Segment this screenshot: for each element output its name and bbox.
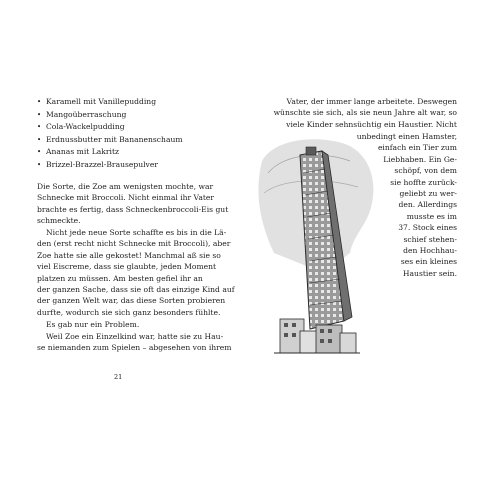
text-line: schmeckte. [37, 216, 81, 226]
list-item: • Ananas mit Lakritz [37, 147, 120, 157]
paragraph [37, 331, 232, 354]
text-line: se niemanden zum Spielen – abgesehen von ihrem [37, 343, 232, 353]
list-item: • Karamell mit Vanillepudding [37, 97, 157, 106]
text-line: geliebt zu wer- [399, 189, 457, 199]
text-line: der ganzen Welt war, das diese Sorten probieren [37, 296, 226, 306]
text-line: viel Eiscreme, dass sie glaubte, jeden Moment [37, 262, 217, 272]
text-line: einfach ein Tier zum [377, 143, 457, 153]
text-line: Die Sorte, die Zoe am wenigsten mochte, war [37, 182, 214, 191]
text-line: unbedingt einen Hamster, [356, 132, 457, 141]
text-line: den. Allerdings [398, 200, 457, 210]
text-line: schief stehen- [403, 234, 457, 244]
flavor-list [37, 96, 183, 172]
text-line: viele Kinder sehnsüchtig ein Haustier. Nicht [286, 119, 457, 129]
text-line: schöpf, von dem [394, 166, 457, 176]
skyscraper-illustration [254, 133, 380, 365]
text-line: Haustier sein. [402, 268, 457, 278]
list-item: • Erdnussbutter mit Bananenschaum [37, 134, 183, 144]
text-line: den Hochhau- [403, 246, 457, 256]
text-line: Liebhaben. Ein Ge- [383, 154, 457, 164]
text-line: sie hoffte zurück- [390, 177, 457, 187]
paragraph [37, 227, 235, 318]
paragraph [46, 319, 139, 330]
page-number: 21 [114, 373, 123, 381]
text-line: musste es im [406, 211, 457, 221]
text-line: wünschte sie sich, als sie neun Jahre alt war, so [273, 108, 457, 118]
text-line: platzen zu müssen. Am besten gefiel ihr an [37, 273, 203, 283]
text-line: den (erst recht nicht Schnecke mit Broccoli), aber [37, 239, 231, 249]
paragraph [37, 181, 229, 227]
list-item: • Mangoüberraschung [37, 109, 127, 119]
paragraph [265, 96, 457, 130]
text-line: brachte es fertig, dass Schneckenbroccoli-Eis gut [37, 204, 229, 214]
text-line: der ganzen Sache, dass sie oft das einzige Kind auf [37, 285, 235, 295]
text-line: Nicht jede neue Sorte schaffte es bis in die Lä- [46, 228, 227, 237]
text-line: 37. Stock eines [398, 223, 457, 233]
text-line: Weil Zoe ein Einzelkind war, hatte sie zu Hau- [46, 332, 224, 341]
text-line: Schnecke mit Broccoli. Nicht einmal ihr Vater [37, 193, 215, 203]
text-line: ses ein kleines [400, 257, 457, 267]
list-item: • Brizzel-Brazzel-Brausepulver [37, 159, 158, 169]
text-line: Zoe hatte sie alle gekostet! Manchmal aß sie so [37, 250, 221, 260]
text-line: Es gab nur ein Problem. [46, 320, 140, 329]
text-line: Vater, der immer lange arbeitete. Deswegen [286, 97, 457, 106]
list-item: • Cola-Wackelpudding [37, 122, 125, 132]
text-line: durfte, wodurch sie sich ganz besonders fühlte. [37, 307, 221, 317]
